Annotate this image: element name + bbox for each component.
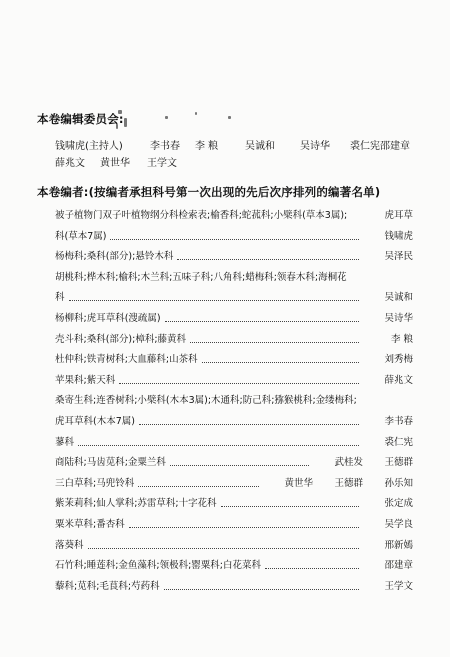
committee-member: 黄世华 — [100, 158, 130, 169]
entry-editor-name: 刘秀梅 — [384, 354, 413, 366]
scan-speck — [165, 116, 168, 119]
editor-entry — [55, 394, 413, 408]
dotted-leader — [88, 548, 359, 549]
entry-editor-name: 武桂发 — [334, 457, 363, 469]
editor-entry — [55, 456, 413, 470]
entry-sections: 胡桃科;桦木科;榆科;木兰科;五味子科;八角科;蜡梅科;领春木科;海桐花 — [55, 271, 347, 283]
editor-entry — [55, 415, 413, 429]
committee-member: 李 粮 — [195, 141, 219, 152]
dotted-leader — [165, 321, 359, 322]
entry-editor-name: 黄世华 — [284, 477, 313, 489]
entry-sections: 杜仲科;铁青树科;大血藤科;山茶科 — [55, 354, 198, 366]
entry-sections: 粟米草科;番杏科 — [55, 519, 125, 530]
dotted-leader — [139, 424, 359, 425]
editor-entry — [55, 580, 413, 594]
dotted-leader — [110, 239, 359, 240]
dotted-leader — [265, 568, 359, 569]
editor-entry — [55, 250, 413, 264]
entry-editor-name: 薛兆文 — [384, 374, 413, 386]
entry-sections: 商陆科;马齿苋科;金粟兰科 — [55, 457, 166, 469]
editor-entry — [55, 518, 413, 532]
editor-entry — [55, 312, 413, 326]
entry-editor-name: 王德群 — [384, 457, 413, 469]
editor-entry — [55, 209, 413, 223]
editor-entry — [55, 436, 413, 450]
entry-sections: 杨柳科;虎耳草科(溲疏属) — [55, 313, 161, 324]
entry-sections: 蓼科 — [55, 436, 75, 448]
entry-sections: 壳斗科;桑科(部分);樟科;藤黄科 — [55, 333, 187, 345]
entry-sections: 落葵科 — [55, 539, 84, 551]
committee-member: 邵建章 — [380, 141, 410, 152]
dotted-leader — [177, 259, 359, 260]
entry-editor-name: 虎耳草 — [384, 210, 413, 221]
editor-entry — [55, 477, 413, 491]
dotted-leader — [164, 589, 359, 590]
entry-editor-name: 王德群 — [334, 477, 363, 489]
entry-editor-name: 邵建章 — [384, 560, 413, 572]
dotted-leader — [129, 527, 359, 528]
editor-entry — [55, 539, 413, 553]
entry-sections: 桑寄生科;连香树科;小檗科(木本3属);木通科;防己科;猕猴桃科;金缕梅科; — [55, 395, 357, 407]
committee-member: 薛兆文 — [55, 158, 85, 169]
editor-entry — [55, 271, 413, 285]
committee-heading: 本卷编辑委员会: — [37, 112, 124, 126]
committee-member: 裘仁宪 — [350, 141, 380, 152]
editor-entry — [55, 374, 413, 388]
scan-speck — [228, 116, 231, 119]
entry-sections: 苹果科;紫天科 — [55, 374, 116, 386]
editors-heading: 本卷编者:(按编者承担科号第一次出现的先后次序排列的编著名单) — [37, 185, 381, 199]
entry-editor-name: 王学文 — [384, 580, 413, 592]
entry-sections: 虎耳草科(木本7属) — [55, 416, 135, 427]
entry-editor-name: 钱啸虎 — [384, 230, 413, 242]
entry-sections: 科 — [55, 292, 65, 304]
entry-editor-name: 李书春 — [384, 416, 413, 427]
entry-editor-name: 裘仁宪 — [384, 436, 413, 448]
entry-sections: 藜科;苋科;毛茛科;芍药科 — [55, 580, 160, 592]
editor-entry — [55, 333, 413, 347]
scan-speck — [124, 118, 127, 127]
entry-sections: 科(草本7属) — [55, 230, 107, 242]
dotted-leader — [78, 445, 359, 446]
entry-editor-name: 孙乐知 — [384, 477, 413, 489]
entry-sections: 紫茉莉科;仙人掌科;苏雷草科;十字花科 — [55, 498, 217, 510]
committee-member: 钱啸虎(主持人) — [55, 141, 123, 152]
committee-member: 吴诚和 — [245, 141, 275, 152]
dotted-leader — [119, 383, 359, 384]
entry-sections: 被子植物门双子叶植物纲分科检索表;榆香科;蛇菰科;小檗科(草本3属); — [55, 210, 348, 221]
committee-member: 李书春 — [150, 141, 180, 152]
entry-editor-name: 张定成 — [384, 498, 413, 510]
committee-member: 王学文 — [147, 158, 177, 169]
entry-sections: 石竹科;睡莲科;金鱼藻科;领极科;罂粟科;白花菜科 — [55, 560, 262, 572]
editor-entry — [55, 291, 413, 305]
dotted-leader — [221, 506, 359, 507]
editor-entry — [55, 230, 413, 244]
dotted-leader — [69, 300, 359, 301]
dotted-leader — [202, 362, 359, 363]
entry-sections: 杨梅科;桑科(部分);悬铃木科 — [55, 251, 174, 263]
entry-editor-name: 吴诗华 — [384, 313, 413, 324]
dotted-leader — [190, 342, 359, 343]
entry-editor-name: 邢新嫣 — [384, 539, 413, 551]
entry-editor-name: 吴学良 — [384, 519, 413, 530]
editor-entry — [55, 497, 413, 511]
entry-sections: 三白草科;马兜铃科 — [55, 477, 135, 489]
committee-member: 吴诗华 — [300, 141, 330, 152]
dotted-leader — [138, 486, 259, 487]
entry-editor-name: 李 粮 — [390, 333, 413, 345]
entry-editor-name: 吴泽民 — [384, 251, 413, 263]
dotted-leader — [170, 465, 309, 466]
editor-entry — [55, 559, 413, 573]
scan-speck — [195, 112, 197, 115]
editor-entry — [55, 353, 413, 367]
entry-editor-name: 吴诚和 — [384, 292, 413, 304]
